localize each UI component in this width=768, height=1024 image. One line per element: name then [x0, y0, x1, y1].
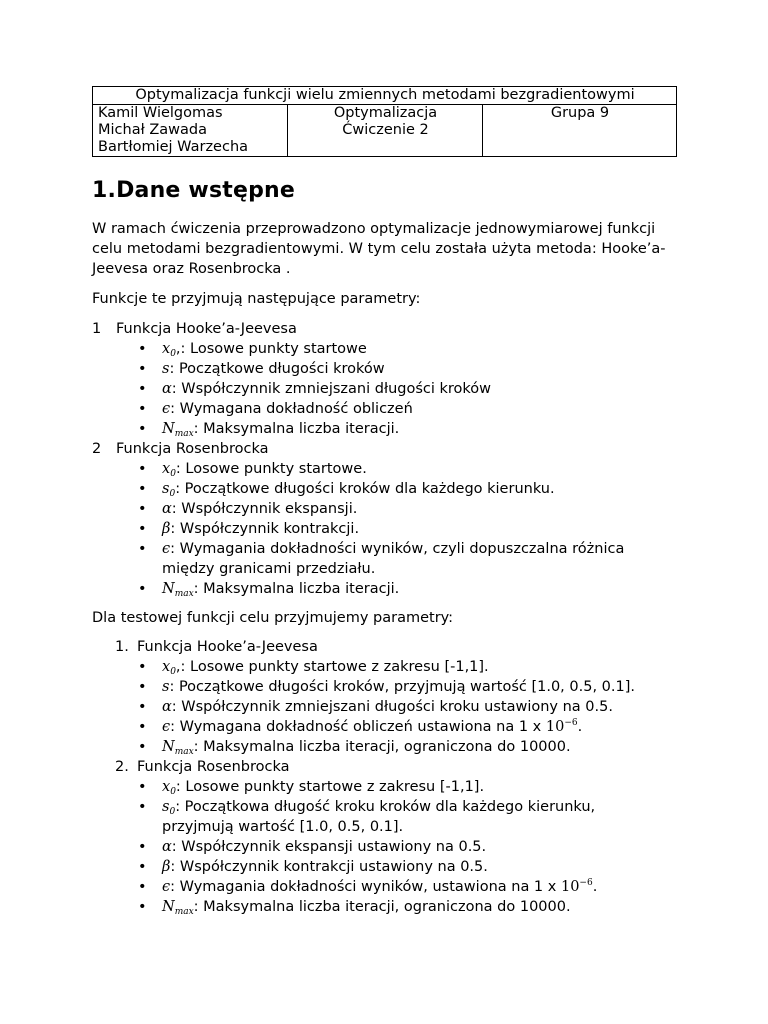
- math-subscript: 0: [169, 807, 176, 817]
- bullet-icon: •: [138, 719, 147, 735]
- math-symbol: $N_{max}$: [162, 899, 194, 917]
- math-symbol: s: [162, 679, 170, 695]
- list-item: [92, 877, 676, 897]
- math-symbol: β: [162, 521, 171, 537]
- math-symbol: $s_0$: [162, 481, 176, 499]
- header-table: [92, 86, 677, 157]
- bullet-icon: •: [138, 361, 147, 377]
- item-text: : Współczynnik ekspansji.: [171, 501, 358, 517]
- method-heading: [92, 319, 676, 339]
- math-symbol: α: [162, 699, 172, 715]
- method-name: Funkcja Hooke’a-Jeevesa: [116, 321, 297, 337]
- item-text: : Początkowe długości kroków: [169, 361, 385, 377]
- author: Kamil Wielgomas: [98, 105, 223, 121]
- document-page: [92, 86, 676, 917]
- list-item: [92, 777, 676, 797]
- bullet-icon: •: [138, 779, 147, 795]
- math-symbol: $N_{max}$: [162, 581, 194, 599]
- authors-cell: [93, 105, 288, 157]
- item-text: : Początkowa długość kroku kroków dla każdego kierunku,: [175, 799, 596, 815]
- math-symbol: α: [162, 839, 172, 855]
- item-text: : Maksymalna liczba iteracji, ograniczona do 10000.: [193, 739, 571, 755]
- math-subscript: 0: [169, 489, 176, 499]
- math-symbol: s: [162, 361, 170, 377]
- math-power: $10^{-6}$: [545, 718, 578, 735]
- course-name: Optymalizacja: [333, 105, 438, 121]
- item-text: : Współczynnik kontrakcji ustawiony na 0.5.: [170, 859, 488, 875]
- test-method-number: 1.: [115, 639, 129, 655]
- math-power: $10^{-6}$: [560, 878, 593, 895]
- bullet-icon: •: [138, 839, 147, 855]
- item-text: : Maksymalna liczba iteracji.: [193, 421, 400, 437]
- bullet-icon: •: [138, 859, 147, 875]
- bullet-icon: •: [138, 381, 147, 397]
- test-method-name: Funkcja Rosenbrocka: [137, 759, 290, 775]
- math-symbol: $x_0$: [162, 341, 176, 359]
- course-cell: [288, 105, 483, 157]
- math-symbol: ϵ: [162, 541, 171, 557]
- item-text-continued: przyjmują wartość [1.0, 0.5, 0.1].: [162, 819, 404, 835]
- method-heading: [92, 439, 676, 459]
- item-text: : Współczynnik ekspansji ustawiony na 0.5.: [171, 839, 487, 855]
- math-symbol: ϵ: [162, 719, 171, 735]
- bullet-icon: •: [138, 341, 147, 357]
- methods-list: [92, 319, 676, 599]
- math-subscript: 0: [170, 787, 176, 797]
- list-item: [92, 479, 676, 499]
- test-method-heading: [92, 637, 676, 657]
- item-text: ,: Losowe punkty startowe z zakresu [-1,1].: [175, 659, 489, 675]
- list-item: [92, 339, 676, 359]
- bullet-icon: •: [138, 401, 147, 417]
- bullet-icon: •: [138, 421, 147, 437]
- item-text: : Współczynnik zmniejszani długości kroków: [171, 381, 492, 397]
- item-text: : Współczynnik kontrakcji.: [170, 521, 360, 537]
- bullet-icon: •: [138, 501, 147, 517]
- math-exponent: −6: [564, 718, 578, 728]
- test-method-number: 2.: [115, 759, 129, 775]
- test-method-heading: [92, 757, 676, 777]
- bullet-icon: •: [138, 739, 147, 755]
- bullet-icon: •: [138, 659, 147, 675]
- list-item: [92, 499, 676, 519]
- group-cell: Grupa 9: [483, 105, 677, 157]
- list-item: [92, 697, 676, 717]
- bullet-icon: •: [138, 799, 147, 815]
- math-exponent: −6: [579, 878, 593, 888]
- list-item: [92, 419, 676, 439]
- item-text-tail: .: [577, 719, 583, 735]
- item-text: : Losowe punkty startowe.: [175, 461, 367, 477]
- bullet-icon: •: [138, 879, 147, 895]
- list-item: [92, 717, 676, 737]
- item-text-tail: .: [592, 879, 598, 895]
- list-item: [92, 379, 676, 399]
- list-item: [92, 797, 676, 837]
- test-methods-list: [92, 637, 676, 917]
- math-symbol: α: [162, 501, 172, 517]
- list-item: [92, 519, 676, 539]
- list-item: [92, 399, 676, 419]
- math-subscript: 0: [170, 667, 176, 677]
- author: Michał Zawada: [98, 122, 207, 138]
- method-number: 2: [92, 441, 102, 457]
- method-number: 1: [92, 321, 102, 337]
- test-intro: Dla testowej funkcji celu przyjmujemy parametry:: [92, 610, 454, 626]
- item-text: : Wymagania dokładności wyników, ustawiona na 1 x: [170, 879, 561, 895]
- item-text-continued: między granicami przedziału.: [162, 561, 376, 577]
- math-symbol: β: [162, 859, 171, 875]
- list-item: [92, 359, 676, 379]
- math-subscript: max: [174, 907, 194, 917]
- author: Bartłomiej Warzecha: [98, 139, 249, 155]
- list-item: [92, 737, 676, 757]
- item-text: : Współczynnik zmniejszani długości kroku ustawiony na 0.5.: [171, 699, 613, 715]
- document-title: Optymalizacja funkcji wielu zmiennych metodami bezgradientowymi: [93, 87, 677, 105]
- section-heading: 1.Dane wstępne: [92, 178, 296, 203]
- item-text: : Wymagana dokładność obliczeń ustawiona na 1 x: [170, 719, 546, 735]
- bullet-icon: •: [138, 481, 147, 497]
- list-item: [92, 657, 676, 677]
- method-name: Funkcja Rosenbrocka: [116, 441, 269, 457]
- bullet-icon: •: [138, 581, 147, 597]
- math-symbol: ϵ: [162, 879, 171, 895]
- math-symbol: $x_0$: [162, 779, 176, 797]
- item-text: : Początkowe długości kroków, przyjmują wartość [1.0, 0.5, 0.1].: [169, 679, 635, 695]
- bullet-icon: •: [138, 699, 147, 715]
- math-subscript: 0: [170, 349, 176, 359]
- list-item: [92, 857, 676, 877]
- bullet-icon: •: [138, 679, 147, 695]
- list-item: [92, 677, 676, 697]
- list-item: [92, 539, 676, 579]
- bullet-icon: •: [138, 541, 147, 557]
- list-item: [92, 579, 676, 599]
- list-item: [92, 897, 676, 917]
- math-subscript: max: [174, 589, 194, 599]
- math-symbol: $N_{max}$: [162, 421, 194, 439]
- list-item: [92, 459, 676, 479]
- math-subscript: 0: [170, 469, 176, 479]
- item-text: : Losowe punkty startowe z zakresu [-1,1].: [175, 779, 485, 795]
- item-text: : Wymagana dokładność obliczeń: [170, 401, 413, 417]
- list-item: [92, 837, 676, 857]
- bullet-icon: •: [138, 461, 147, 477]
- item-text: : Maksymalna liczba iteracji, ograniczona do 10000.: [193, 899, 571, 915]
- math-symbol: α: [162, 381, 172, 397]
- item-text: : Początkowe długości kroków dla każdego kierunku.: [175, 481, 555, 497]
- bullet-icon: •: [138, 521, 147, 537]
- math-subscript: max: [174, 429, 194, 439]
- math-symbol: $N_{max}$: [162, 739, 194, 757]
- math-subscript: max: [174, 747, 194, 757]
- math-symbol: $s_0$: [162, 799, 176, 817]
- intro-paragraph: W ramach ćwiczenia przeprowadzono optymalizacje jednowymiarowej funkcji celu metodami bezgradientowymi. W tym celu została użyta metoda: Hooke’a-Jeevesa oraz Rosenbrocka .: [92, 221, 666, 277]
- bullet-icon: •: [138, 899, 147, 915]
- item-text: : Maksymalna liczba iteracji.: [193, 581, 400, 597]
- exercise-name: Ćwiczenie 2: [342, 122, 429, 138]
- math-symbol: ϵ: [162, 401, 171, 417]
- math-symbol: $x_0$: [162, 659, 176, 677]
- item-text: : Wymagania dokładności wyników, czyli dopuszczalna różnica: [170, 541, 625, 557]
- test-method-name: Funkcja Hooke’a-Jeevesa: [137, 639, 318, 655]
- item-text: ,: Losowe punkty startowe: [175, 341, 367, 357]
- params-intro: Funkcje te przyjmują następujące parametry:: [92, 291, 421, 307]
- math-symbol: $x_0$: [162, 461, 176, 479]
